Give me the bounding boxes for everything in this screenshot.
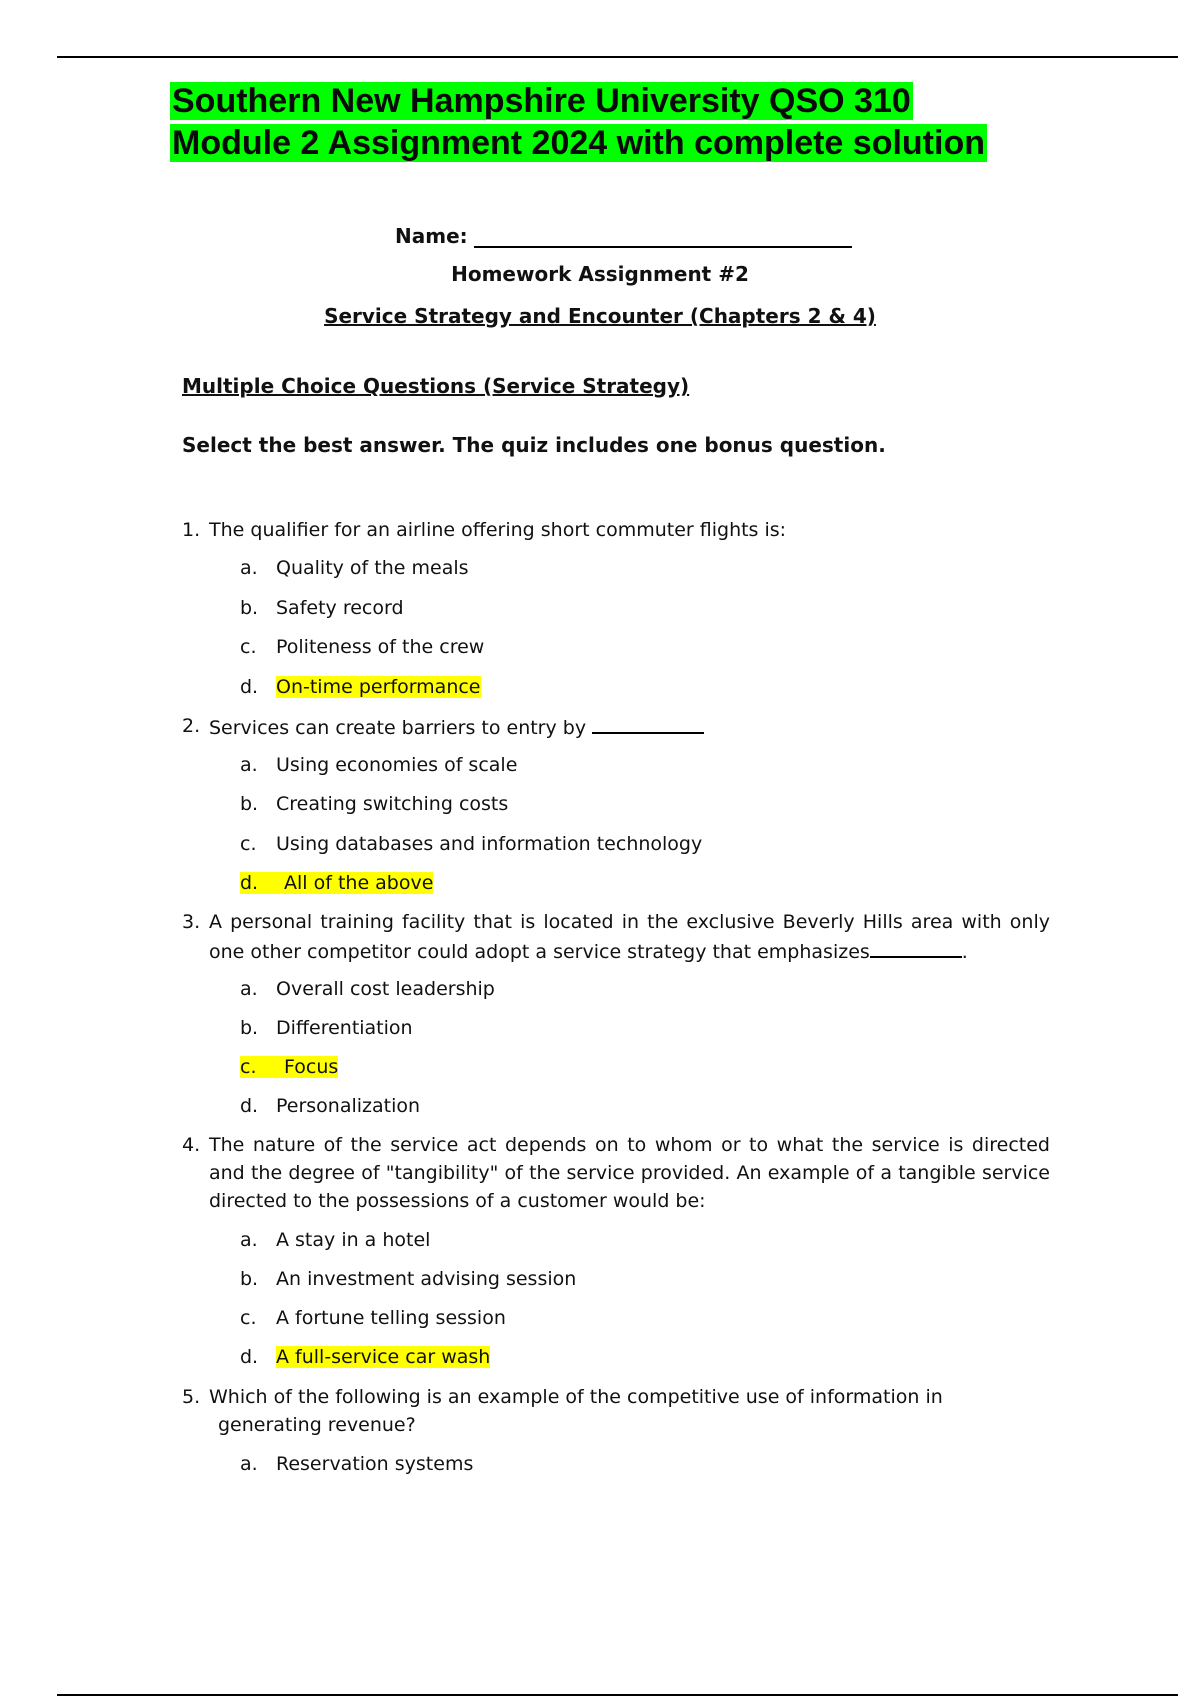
correct-answer-highlight: A full-service car wash <box>276 1346 491 1368</box>
option-4c <box>240 1304 506 1332</box>
option-text: Focus <box>284 1056 339 1078</box>
correct-answer-highlight <box>240 872 433 894</box>
name-field <box>395 222 852 248</box>
question-5 <box>182 1383 1050 1439</box>
option-letter: d. <box>240 1095 259 1117</box>
option-3d <box>240 1092 420 1120</box>
question-1 <box>182 516 1050 544</box>
question-number: 1. <box>182 519 201 541</box>
option-3a <box>240 975 495 1003</box>
assignment-subtitle: Service Strategy and Encounter (Chapters 2 & 4) <box>324 304 876 328</box>
question-number: 3. <box>182 911 201 933</box>
question-text <box>209 908 1050 966</box>
section-heading: Multiple Choice Questions (Service Strategy) <box>182 374 690 398</box>
option-text: Using economies of scale <box>276 754 518 776</box>
question-text: The qualifier for an airline offering short commuter flights is: <box>209 519 787 541</box>
option-text: Politeness of the crew <box>276 636 485 658</box>
option-text: Differentiation <box>276 1017 413 1039</box>
question-4 <box>182 1131 1050 1215</box>
answer-blank <box>870 936 962 958</box>
question-text-line-2: generating revenue? <box>218 1414 416 1436</box>
option-letter: b. <box>240 1017 259 1039</box>
option-letter: d. <box>240 1346 259 1368</box>
option-letter: a. <box>240 1229 258 1251</box>
option-letter: b. <box>240 1268 259 1290</box>
option-1c <box>240 633 484 661</box>
option-letter: b. <box>240 597 259 619</box>
option-letter: b. <box>240 793 259 815</box>
option-text: Using databases and information technology <box>276 833 703 855</box>
option-letter: d. <box>240 676 259 698</box>
option-2d <box>240 869 433 897</box>
question-number: 5. <box>182 1386 201 1408</box>
document-title <box>170 80 987 164</box>
option-letter: d. <box>240 872 259 894</box>
question-number: 4. <box>182 1134 201 1156</box>
question-number: 2. <box>182 715 201 737</box>
question-text-end: . <box>961 941 968 963</box>
option-5a <box>240 1450 473 1478</box>
name-label: Name: <box>395 224 468 248</box>
question-text-body: A personal training facility that is located in the exclusive Beverly Hills area with only one other competitor could adopt a service strategy that emphasizes <box>209 911 1050 963</box>
option-4b <box>240 1265 576 1293</box>
answer-blank <box>592 712 704 734</box>
option-4d <box>240 1343 490 1371</box>
option-text: All of the above <box>284 872 434 894</box>
top-rule <box>57 56 1178 58</box>
question-text-line-1: Which of the following is an example of the competitive use of information in <box>209 1386 943 1408</box>
question-2 <box>182 712 1050 742</box>
option-letter: a. <box>240 557 258 579</box>
option-2a <box>240 751 517 779</box>
correct-answer-highlight: On-time performance <box>276 676 481 698</box>
option-letter: c. <box>240 1056 257 1078</box>
option-2c <box>240 830 702 858</box>
question-3 <box>182 908 1050 966</box>
option-text: Overall cost leadership <box>276 978 495 1000</box>
question-text <box>209 712 1050 742</box>
option-letter: a. <box>240 1453 258 1475</box>
option-text: Creating switching costs <box>276 793 509 815</box>
option-3c <box>240 1053 338 1081</box>
option-text: A stay in a hotel <box>276 1229 431 1251</box>
option-text: An investment advising session <box>276 1268 577 1290</box>
option-letter: c. <box>240 636 257 658</box>
option-text: A fortune telling session <box>276 1307 506 1329</box>
option-3b <box>240 1014 413 1042</box>
correct-answer-highlight <box>240 1056 338 1078</box>
title-line-2: Module 2 Assignment 2024 with complete solution <box>172 124 985 162</box>
question-text: The nature of the service act depends on to whom or to what the service is directed and the degree of "tangibility" of the service provided. An example of a tangible service directed to the possessions of a customer would be: <box>209 1134 1050 1212</box>
option-letter: a. <box>240 754 258 776</box>
option-text: Safety record <box>276 597 404 619</box>
option-letter: a. <box>240 978 258 1000</box>
option-1b <box>240 594 404 622</box>
assignment-title: Homework Assignment #2 <box>451 262 749 286</box>
instructions: Select the best answer. The quiz includes one bonus question. <box>182 433 886 457</box>
option-letter: c. <box>240 833 257 855</box>
question-text-body: Services can create barriers to entry by <box>209 717 587 739</box>
option-4a <box>240 1226 430 1254</box>
title-line-1: Southern New Hampshire University QSO 310 <box>172 82 911 120</box>
option-text: Reservation systems <box>276 1453 474 1475</box>
bottom-rule <box>57 1694 1178 1696</box>
option-1a <box>240 554 469 582</box>
option-text: Quality of the meals <box>276 557 469 579</box>
option-letter: c. <box>240 1307 257 1329</box>
option-2b <box>240 790 508 818</box>
name-blank <box>474 222 852 248</box>
option-text: Personalization <box>276 1095 421 1117</box>
option-1d <box>240 673 481 701</box>
